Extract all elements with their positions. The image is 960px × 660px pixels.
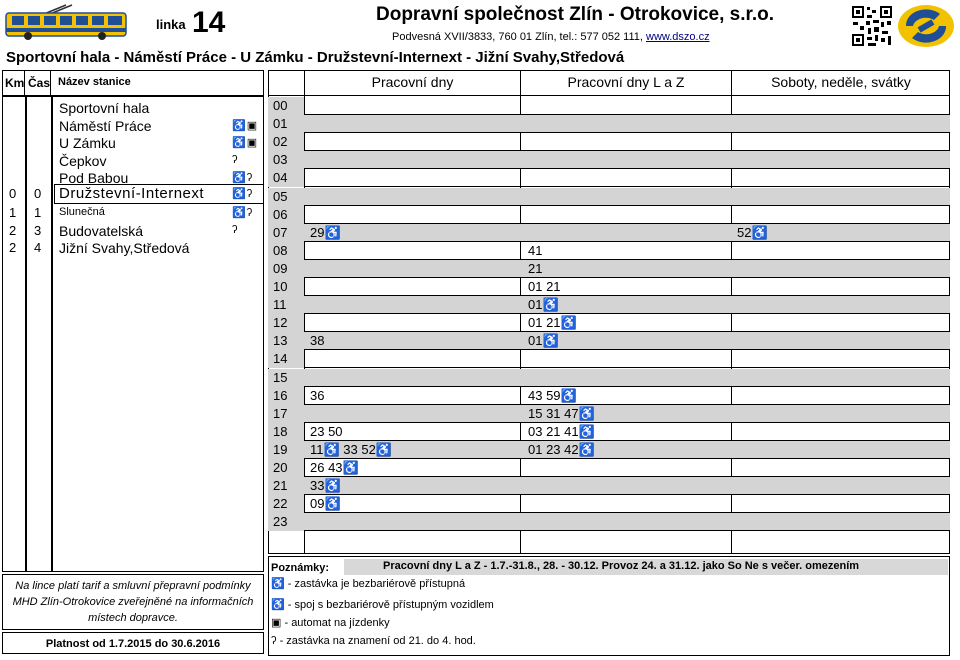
timetable-row bbox=[268, 296, 950, 314]
time-column bbox=[26, 96, 52, 572]
timetable-row bbox=[268, 314, 950, 332]
timetable-row bbox=[268, 260, 950, 278]
stop-symbols-icon: ♿ʔ bbox=[232, 207, 254, 219]
hour-cell: 06 bbox=[268, 206, 304, 224]
stop-km: 1 bbox=[9, 205, 17, 220]
qr-code-icon bbox=[851, 5, 893, 47]
departure-cell-workdays: 38 bbox=[310, 333, 325, 349]
stop-name-current: Družstevní-Internext bbox=[59, 185, 205, 202]
km-column bbox=[2, 96, 26, 572]
stop-time: 0 bbox=[34, 186, 42, 201]
hour-cell: 05 bbox=[268, 188, 304, 206]
timetable-row bbox=[268, 97, 950, 115]
website-link[interactable]: www.dszo.cz bbox=[646, 31, 710, 43]
trolleybus-icon bbox=[4, 4, 128, 42]
timetable-row bbox=[268, 477, 950, 495]
hour-cell: 02 bbox=[268, 133, 304, 151]
hour-cell: 14 bbox=[268, 350, 304, 368]
hour-cell: 18 bbox=[268, 423, 304, 441]
departure-cell-workdays-lz: 03 21 41♿ bbox=[528, 423, 595, 439]
stop-name: Čepkov bbox=[59, 152, 107, 169]
hour-cell: 07 bbox=[268, 224, 304, 242]
timetable-row bbox=[268, 350, 950, 368]
hour-cell: 11 bbox=[268, 296, 304, 314]
departure-cell-workdays: 26 43♿ bbox=[310, 460, 359, 475]
departure-cell-workdays: 09♿ bbox=[310, 496, 341, 512]
legend-item bbox=[271, 616, 390, 629]
stop-symbols-icon: ʔ bbox=[232, 223, 239, 236]
departure-cell-workdays-lz: 01♿ bbox=[528, 333, 559, 349]
hour-cell: 13 bbox=[268, 332, 304, 350]
stop-time: 1 bbox=[34, 205, 42, 220]
legend-item bbox=[271, 598, 494, 611]
departure-cell-workdays: 11♿ 33 52♿ bbox=[310, 441, 393, 457]
timetable-row bbox=[268, 206, 950, 224]
timetable-row bbox=[268, 115, 950, 133]
departure-cell-workdays-lz: 01 21♿ bbox=[528, 315, 577, 331]
timetable-row bbox=[268, 369, 950, 387]
timetable-row bbox=[268, 133, 950, 151]
header-divider bbox=[50, 70, 51, 96]
departure-cell-workdays: 36 bbox=[310, 387, 325, 403]
notes-main-text: Pracovní dny L a Z - 1.7.-31.8., 28. - 30.12. Provoz 24. a 31.12. jako So Ne s večer. omezením bbox=[383, 560, 860, 572]
hour-cell: 21 bbox=[268, 477, 304, 495]
stop-name: Náměstí Práce bbox=[59, 117, 152, 134]
timetable-row bbox=[268, 405, 950, 423]
departure-cell-workdays-lz: 01 21 bbox=[528, 279, 561, 294]
company-address bbox=[392, 31, 710, 43]
hour-cell: 20 bbox=[268, 459, 304, 477]
timetable-row bbox=[268, 423, 950, 441]
ticket-machine-icon: ▣ bbox=[271, 617, 282, 629]
departure-cell-workdays-lz: 21 bbox=[528, 260, 543, 276]
legend-item bbox=[271, 577, 465, 590]
timetable-row bbox=[268, 188, 950, 206]
stop-symbols-icon: ♿ʔ bbox=[232, 188, 254, 200]
tariff-notice: Na lince platí tarif a smluvní přepravní podmínky MHD Zlín-Otrokovice zveřejněné na informačních místech dopravce. bbox=[2, 574, 264, 630]
request-stop-icon: ʔ bbox=[271, 635, 277, 647]
stop-name-header: Název stanice bbox=[58, 76, 131, 88]
hour-cell: 04 bbox=[268, 169, 304, 187]
company-logo-icon bbox=[896, 3, 956, 49]
stop-symbols-icon: ♿▣ bbox=[232, 119, 259, 132]
stop-time: 3 bbox=[34, 222, 42, 238]
timetable-row bbox=[268, 242, 950, 260]
stop-symbols-icon: ♿▣ bbox=[232, 137, 259, 149]
hour-cell: 03 bbox=[268, 151, 304, 169]
legend-text: - automat na jízdenky bbox=[284, 617, 390, 629]
stop-name: Slunečná bbox=[59, 206, 105, 218]
grid-header-line bbox=[268, 95, 950, 96]
stop-name: Jižní Svahy,Středová bbox=[59, 240, 190, 256]
column-weekend: Soboty, neděle, svátky bbox=[771, 74, 911, 90]
timetable-row bbox=[268, 278, 950, 296]
timetable-row bbox=[268, 513, 950, 531]
column-workdays: Pracovní dny bbox=[371, 74, 454, 90]
hour-cell: 17 bbox=[268, 405, 304, 423]
stop-km: 2 bbox=[9, 222, 17, 238]
hour-cell: 08 bbox=[268, 242, 304, 260]
stop-symbols-icon: ♿ʔ bbox=[232, 172, 254, 184]
wheelchair-icon: ♿ bbox=[271, 578, 285, 590]
stop-km: 2 bbox=[9, 240, 17, 255]
stop-name: Pod Babou bbox=[59, 170, 129, 186]
departure-cell-workdays: 29♿ bbox=[310, 224, 341, 240]
timetable-row bbox=[268, 495, 950, 513]
hour-cell: 23 bbox=[268, 513, 304, 531]
stop-time: 4 bbox=[34, 240, 42, 255]
timetable-row bbox=[268, 224, 950, 242]
hour-cell: 00 bbox=[268, 97, 304, 115]
hour-cell: 22 bbox=[268, 495, 304, 513]
header-divider bbox=[24, 70, 25, 96]
timetable-row bbox=[268, 151, 950, 169]
time-header: Čas bbox=[28, 76, 51, 90]
validity-period: Platnost od 1.7.2015 do 30.6.2016 bbox=[2, 632, 264, 654]
departure-cell-weekend: 52♿ bbox=[737, 224, 768, 240]
hour-cell: 09 bbox=[268, 260, 304, 278]
line-label: linka bbox=[156, 17, 186, 32]
hour-cell: 01 bbox=[268, 115, 304, 133]
stop-name: U Zámku bbox=[59, 135, 116, 151]
departure-cell-workdays-lz: 43 59♿ bbox=[528, 387, 577, 403]
km-header: Km bbox=[5, 76, 25, 90]
departure-cell-workdays: 33♿ bbox=[310, 478, 341, 494]
stop-name: Budovatelská bbox=[59, 222, 144, 239]
stop-km: 0 bbox=[9, 186, 17, 201]
timetable-row bbox=[268, 169, 950, 187]
legend-text: - spoj s bezbariérově přístupným vozidlem bbox=[287, 599, 494, 611]
hour-cell: 12 bbox=[268, 314, 304, 332]
timetable-row bbox=[268, 459, 950, 477]
wheelchair-icon: ♿ bbox=[271, 599, 285, 611]
timetable-row bbox=[268, 387, 950, 405]
legend-text: - zastávka je bezbariérově přístupná bbox=[287, 578, 466, 590]
hour-cell: 10 bbox=[268, 278, 304, 296]
departure-cell-workdays-lz: 01 23 42♿ bbox=[528, 441, 595, 457]
departure-cell-workdays-lz: 41 bbox=[528, 242, 543, 258]
departure-cell-workdays-lz: 15 31 47♿ bbox=[528, 405, 595, 421]
company-name: Dopravní společnost Zlín - Otrokovice, s.r.o. bbox=[376, 4, 775, 25]
column-workdays-lz: Pracovní dny L a Z bbox=[567, 74, 685, 90]
route-title: Sportovní hala - Náměstí Práce - U Zámku - Družstevní-Internext - Jižní Svahy,Středová bbox=[6, 49, 625, 66]
stop-name: Sportovní hala bbox=[59, 100, 150, 116]
timetable-row bbox=[268, 332, 950, 350]
line-number: 14 bbox=[192, 6, 226, 39]
hour-cell: 19 bbox=[268, 441, 304, 459]
departure-cell-workdays-lz: 01♿ bbox=[528, 297, 559, 313]
address-text: Podvesná XVII/3833, 760 01 Zlín, tel.: 577 052 111, bbox=[392, 31, 646, 43]
hour-cell: 16 bbox=[268, 387, 304, 405]
hour-cell: 15 bbox=[268, 369, 304, 387]
departure-cell-workdays: 23 50 bbox=[310, 423, 343, 439]
legend-item bbox=[271, 635, 476, 647]
notes-title: Poznámky: bbox=[271, 562, 330, 574]
stop-symbols-icon: ʔ bbox=[232, 153, 239, 166]
legend-text: - zastávka na znamení od 21. do 4. hod. bbox=[279, 635, 476, 647]
